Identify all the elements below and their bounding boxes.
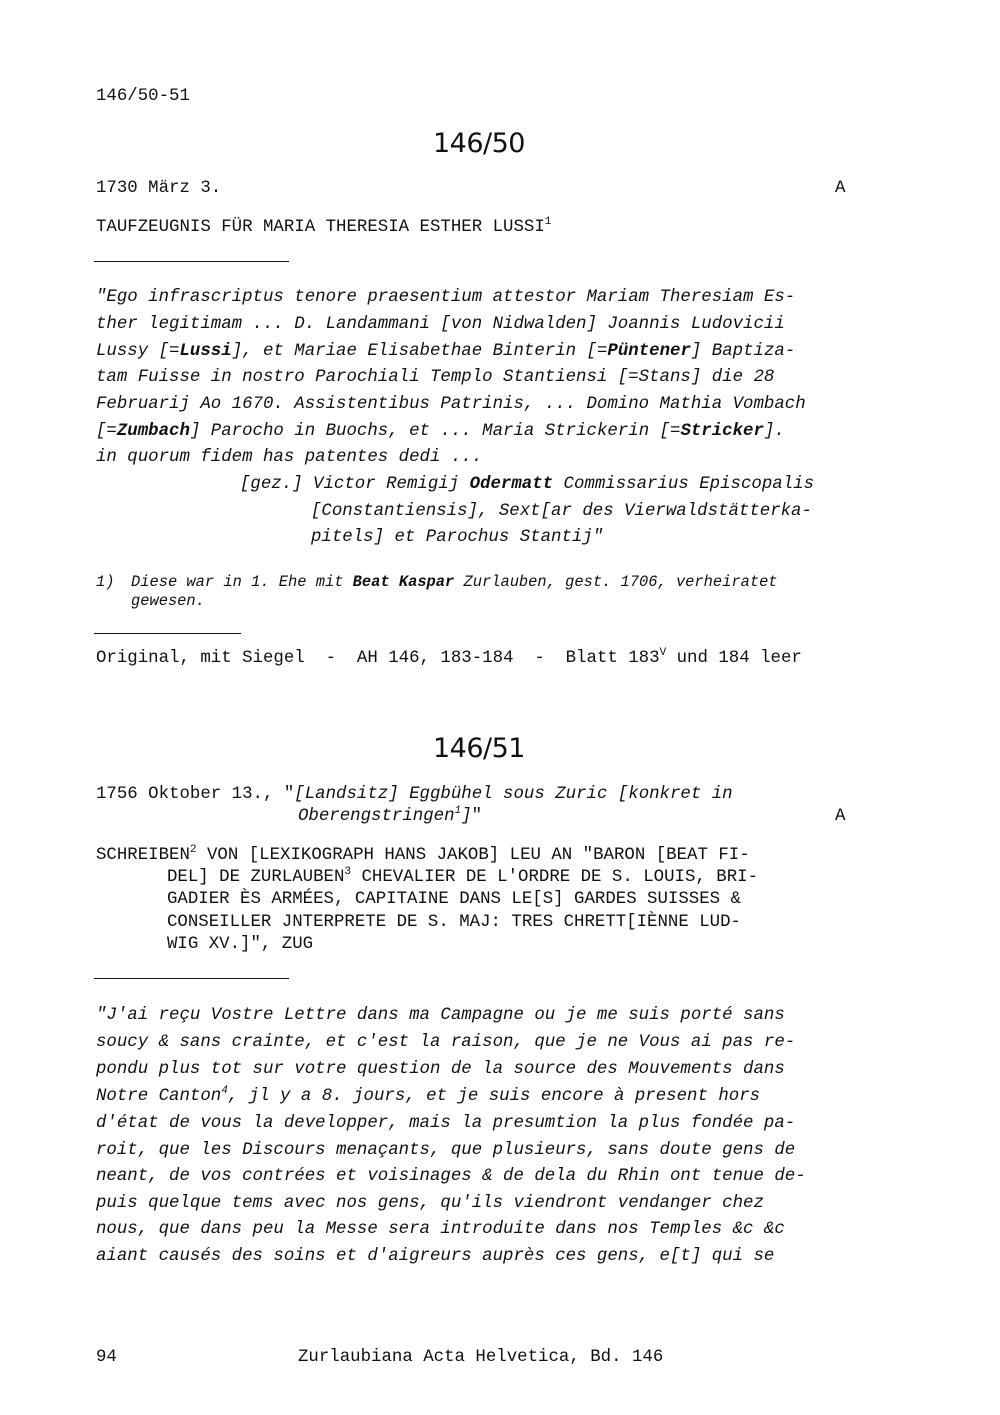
document-heading: TAUFZEUGNIS FÜR MARIA THERESIA ESTHER LUSSI$^1$ <box>96 216 552 237</box>
quote-line: "J'ai reçu Vostre Lettre dans ma Campagne ou je me suis porté sans <box>96 1006 785 1025</box>
quote-line: soucy & sans crainte, et c'est la raison, que je ne Vous ai pas re- <box>96 1033 796 1052</box>
document-flag: A <box>835 179 846 198</box>
quote-line: neant, de vos contrées et voisinages & de dela du Rhin ont tenue de- <box>96 1167 806 1186</box>
quote-line: aiant causés des soins et d'aigreurs auprès ces gens, e[t] qui se <box>96 1247 775 1266</box>
document-date-continued: Oberengstringen$^1$]" <box>298 805 483 826</box>
heading-line: SCHREIBEN$^2$ VON [LEXIKOGRAPH HANS JAKOB] LEU AN "BARON [BEAT FI- <box>96 844 750 865</box>
quote-line: puis quelque tems avec nos gens, qu'ils viendront vendanger chez <box>96 1194 764 1213</box>
page-number: 94 <box>96 1348 117 1367</box>
signature-line: [Constantiensis], Sext[ar des Vierwaldstätterka- <box>311 502 812 521</box>
quote-line: Notre Canton$^4$, jl y a 8. jours, et je suis encore à present hors <box>96 1085 761 1106</box>
quote-line: in quorum fidem has patentes dedi ... <box>96 448 483 467</box>
quote-line: roit, que les Discours menaçants, que plusieurs, sans doute gens de <box>96 1141 796 1160</box>
document-date: 1730 März 3. <box>96 179 222 198</box>
footnote-line: gewesen. <box>131 592 205 610</box>
quote-line: Lussy [=Lussi], et Mariae Elisabethae Binterin [=Püntener] Baptiza- <box>96 342 796 361</box>
document-date: 1756 Oktober 13., "[Landsitz] Eggbühel sous Zuric [konkret in <box>96 785 733 804</box>
signature-line: pitels] et Parochus Stantij" <box>311 528 604 547</box>
source-note: Original, mit Siegel - AH 146, 183-184 - Blatt $183^V$ und 184 leer <box>96 647 802 668</box>
document-number: 146/50 <box>433 128 525 159</box>
heading-line: CONSEILLER JNTERPRETE DE S. MAJ: TRES CHRETT[IÈNNE LUD- <box>167 913 741 932</box>
quote-line: tam Fuisse in nostro Parochiali Templo Stantiensi [=Stans] die 28 <box>96 368 775 387</box>
heading-line: DEL] DE ZURLAUBEN$^3$ CHEVALIER DE L'ORDRE DE S. LOUIS, BRI- <box>167 866 759 887</box>
document-flag: A <box>835 807 846 826</box>
footnote-ref: 1 <box>544 216 552 228</box>
footnote-line: Diese war in 1. Ehe mit Beat Kaspar Zurlauben, gest. 1706, verheiratet <box>131 573 778 591</box>
divider <box>94 261 289 262</box>
divider <box>94 978 289 979</box>
quote-line: ther legitimam ... D. Landammani [von Nidwalden] Joannis Ludovicii <box>96 315 785 334</box>
quote-line: Februarij Ao 1670. Assistentibus Patrinis, ... Domino Mathia Vombach <box>96 395 806 414</box>
divider <box>94 633 241 634</box>
heading-line: GADIER ÈS ARMÉES, CAPITAINE DANS LE[S] GARDES SUISSES & <box>167 890 741 909</box>
quote-line: d'état de vous la developper, mais la presumtion la plus fondée pa- <box>96 1114 796 1133</box>
signature-line: [gez.] Victor Remigij Odermatt Commissarius Episcopalis <box>240 475 815 494</box>
footnote-number: 1) <box>96 573 115 591</box>
document-number: 146/51 <box>433 733 525 764</box>
heading-line: WIG XV.]", ZUG <box>167 935 314 954</box>
quote-line: pondu plus tot sur votre question de la source des Mouvements dans <box>96 1060 785 1079</box>
quote-line: "Ego infrascriptus tenore praesentium attestor Mariam Theresiam Es- <box>96 288 796 307</box>
quote-line: nous, que dans peu la Messe sera introduite dans nos Temples &c &c <box>96 1220 785 1239</box>
running-footer-title: Zurlaubiana Acta Helvetica, Bd. 146 <box>298 1348 664 1367</box>
running-header-ref: 146/50-51 <box>96 87 190 106</box>
quote-line: [=Zumbach] Parocho in Buochs, et ... Maria Strickerin [=Stricker]. <box>96 422 785 441</box>
